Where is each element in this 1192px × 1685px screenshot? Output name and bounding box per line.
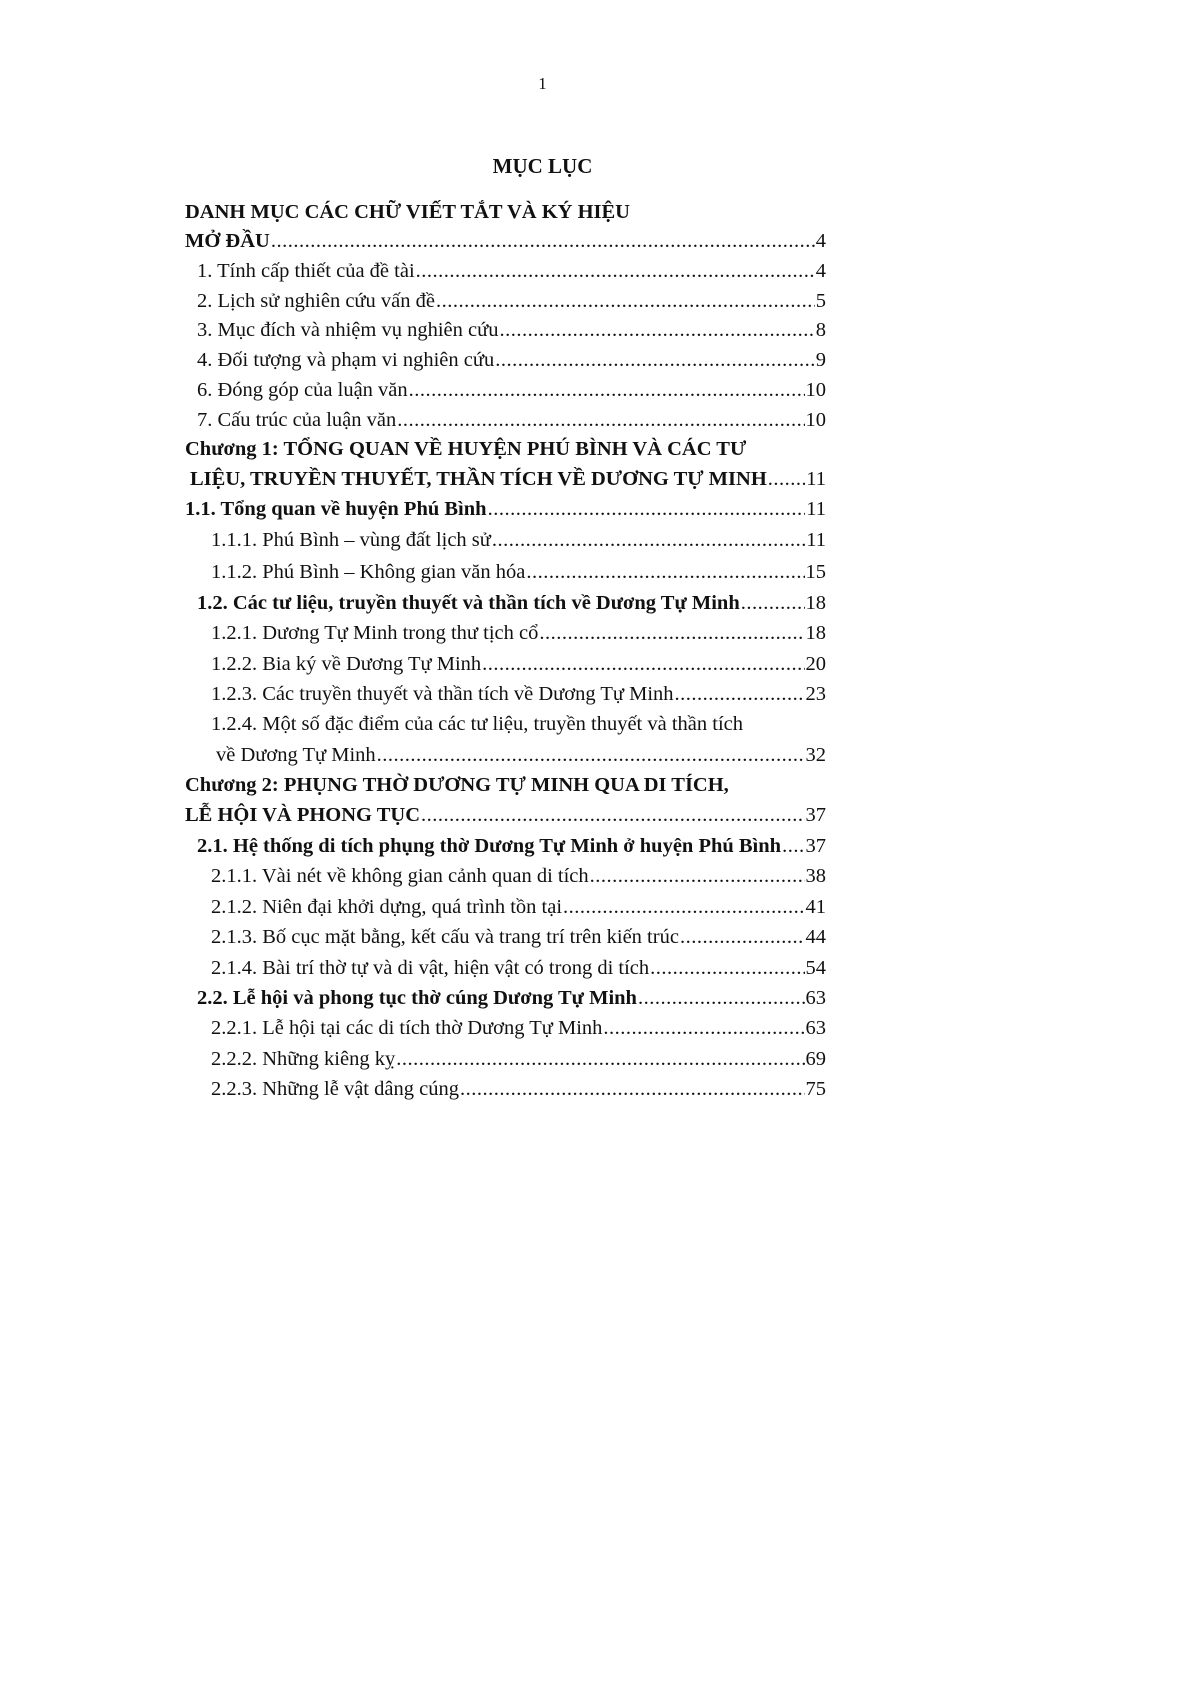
- dot-leader: [482, 651, 804, 677]
- toc-entry-page: 63: [805, 1017, 826, 1039]
- dot-leader: [396, 1046, 804, 1072]
- dot-leader: [590, 863, 805, 889]
- dot-leader: [680, 924, 805, 950]
- dot-leader: [409, 377, 805, 403]
- dot-leader: [397, 407, 804, 433]
- toc-entry-page: 20: [805, 653, 826, 675]
- toc-entry: [197, 377, 826, 403]
- toc-entry-title: Chương 2: PHỤNG THỜ DƯƠNG TỰ MINH QUA DI TÍCH,: [185, 774, 729, 796]
- toc-entry: [197, 258, 826, 284]
- dot-leader: [436, 288, 815, 314]
- dot-leader: [563, 894, 804, 920]
- dot-leader: [603, 1015, 804, 1041]
- dot-leader: [421, 802, 804, 828]
- toc-entry: [211, 924, 826, 950]
- dot-leader: [638, 985, 805, 1011]
- dot-leader: [782, 833, 804, 859]
- dot-leader: [492, 527, 805, 553]
- dot-leader: [499, 317, 814, 343]
- dot-leader: [675, 681, 805, 707]
- toc-entry-title: 2.1.3. Bố cục mặt bằng, kết cấu và trang trí trên kiến trúc: [211, 926, 679, 948]
- toc-entry-title: 2.2.3. Những lễ vật dâng cúng: [211, 1078, 459, 1100]
- toc-entry: [197, 985, 826, 1011]
- toc-entry-page: 11: [806, 529, 826, 551]
- toc-entry: [211, 527, 826, 553]
- toc-entry-page: 15: [805, 561, 826, 583]
- toc-entry: [211, 1046, 826, 1072]
- toc-entry-title: 1. Tính cấp thiết của đề tài: [197, 260, 415, 282]
- toc-entry-page: 4: [815, 260, 826, 282]
- toc-entry: [185, 772, 729, 798]
- toc-entry-title: 2.1.4. Bài trí thờ tự và di vật, hiện vật có trong di tích: [211, 957, 650, 979]
- toc-entry-page: 32: [805, 744, 826, 766]
- toc-entry-title: 2.2. Lễ hội và phong tục thờ cúng Dương Tự Minh: [197, 987, 637, 1009]
- dot-leader: [768, 466, 805, 492]
- toc-entry-title: 2.2.1. Lễ hội tại các di tích thờ Dương Tự Minh: [211, 1017, 603, 1039]
- toc-entry: [211, 894, 826, 920]
- toc-entry: [211, 1015, 826, 1041]
- toc-entry-page: 23: [805, 683, 826, 705]
- toc-entry-page: 9: [815, 349, 826, 371]
- toc-entry-page: 10: [805, 379, 826, 401]
- toc-entry-title: 2. Lịch sử nghiên cứu vấn đề: [197, 290, 435, 312]
- toc-entry-title: 1.1. Tổng quan về huyện Phú Bình: [185, 498, 487, 520]
- toc-entry-title: về Dương Tự Minh: [216, 744, 376, 766]
- toc-entry-title: 7. Cấu trúc của luận văn: [197, 409, 397, 431]
- toc-entry-page: 69: [805, 1048, 826, 1070]
- dot-leader: [741, 590, 805, 616]
- toc-entry-page: 4: [815, 230, 826, 252]
- toc-entry-page: 5: [815, 290, 826, 312]
- toc-entry-page: 8: [815, 319, 826, 341]
- toc-entry-title: 1.2.1. Dương Tự Minh trong thư tịch cổ: [211, 622, 539, 644]
- toc-entry-title: 1.2. Các tư liệu, truyền thuyết và thần tích về Dương Tự Minh: [197, 592, 740, 614]
- toc-entry: [197, 833, 826, 859]
- toc-entry-title: DANH MỤC CÁC CHỮ VIẾT TẮT VÀ KÝ HIỆU: [185, 201, 630, 223]
- toc-entry-title: LỄ HỘI VÀ PHONG TỤC: [185, 804, 421, 826]
- dot-leader: [271, 228, 815, 254]
- toc-entry: [211, 681, 826, 707]
- toc-entry-page: 75: [805, 1078, 826, 1100]
- toc-entry-title: Chương 1: TỔNG QUAN VỀ HUYỆN PHÚ BÌNH VÀ CÁC TƯ: [185, 438, 747, 460]
- toc-entry-page: 18: [805, 592, 826, 614]
- toc-entry: [211, 1076, 826, 1102]
- toc-entry-title: 6. Đóng góp của luận văn: [197, 379, 408, 401]
- toc-entry-title: MỞ ĐẦU: [185, 230, 270, 252]
- toc-entry: [190, 466, 826, 492]
- dot-leader: [377, 742, 805, 768]
- toc-entry-title: 2.1. Hệ thống di tích phụng thờ Dương Tự Minh ở huyện Phú Bình: [197, 835, 782, 857]
- toc-title: MỤC LỤC: [492, 154, 593, 178]
- toc-entry: [197, 590, 826, 616]
- toc-entry: [185, 802, 826, 828]
- toc-entry: [185, 199, 630, 225]
- page-number: 1: [538, 74, 547, 93]
- toc-entry: [211, 955, 826, 981]
- dot-leader: [460, 1076, 805, 1102]
- toc-entry-page: 37: [805, 835, 826, 857]
- toc-entry-page: 10: [805, 409, 826, 431]
- toc-entry-page: 44: [805, 926, 826, 948]
- toc-entry: [185, 436, 746, 462]
- toc-entry-title: 1.1.1. Phú Bình – vùng đất lịch sử: [211, 529, 491, 551]
- toc-entry: [211, 620, 826, 646]
- toc-entry: [211, 863, 826, 889]
- toc-entry: [197, 288, 826, 314]
- toc-entry: [211, 651, 826, 677]
- toc-entry-title: 1.2.4. Một số đặc điểm của các tư liệu, truyền thuyết và thần tích: [211, 713, 743, 735]
- toc-entry-title: 4. Đối tượng và phạm vi nghiên cứu: [197, 349, 495, 371]
- dot-leader: [416, 258, 815, 284]
- dot-leader: [526, 559, 804, 585]
- toc-entry: [185, 228, 826, 254]
- dot-leader: [488, 496, 806, 522]
- toc-entry: [185, 496, 826, 522]
- toc-entry-page: 54: [805, 957, 826, 979]
- toc-entry-title: LIỆU, TRUYỀN THUYẾT, THẦN TÍCH VỀ DƯƠNG TỰ MINH: [190, 468, 767, 490]
- toc-entry: [197, 347, 826, 373]
- toc-entry-title: 2.1.1. Vài nét về không gian cảnh quan di tích: [211, 865, 589, 887]
- toc-entry: [197, 317, 826, 343]
- toc-entry-title: 2.1.2. Niên đại khởi dựng, quá trình tồn tại: [211, 896, 563, 918]
- toc-entry-page: 38: [805, 865, 826, 887]
- toc-entry: [197, 407, 826, 433]
- toc-entry-page: 37: [805, 804, 826, 826]
- toc-entry-page: 11: [806, 468, 826, 490]
- toc-entry-page: 11: [806, 498, 826, 520]
- dot-leader: [539, 620, 804, 646]
- toc-entry-title: 1.1.2. Phú Bình – Không gian văn hóa: [211, 561, 526, 583]
- toc-entry: [211, 711, 743, 737]
- toc-entry-title: 1.2.2. Bia ký về Dương Tự Minh: [211, 653, 482, 675]
- dot-leader: [495, 347, 815, 373]
- toc-entry-page: 63: [805, 987, 826, 1009]
- toc-entry-page: 41: [805, 896, 826, 918]
- toc-entry: [211, 559, 826, 585]
- toc-entry-title: 2.2.2. Những kiêng kỵ: [211, 1048, 396, 1070]
- toc-entry: [216, 742, 826, 768]
- toc-entry-title: 1.2.3. Các truyền thuyết và thần tích về Dương Tự Minh: [211, 683, 674, 705]
- dot-leader: [650, 955, 804, 981]
- toc-entry-title: 3. Mục đích và nhiệm vụ nghiên cứu: [197, 319, 499, 341]
- toc-entry-page: 18: [805, 622, 826, 644]
